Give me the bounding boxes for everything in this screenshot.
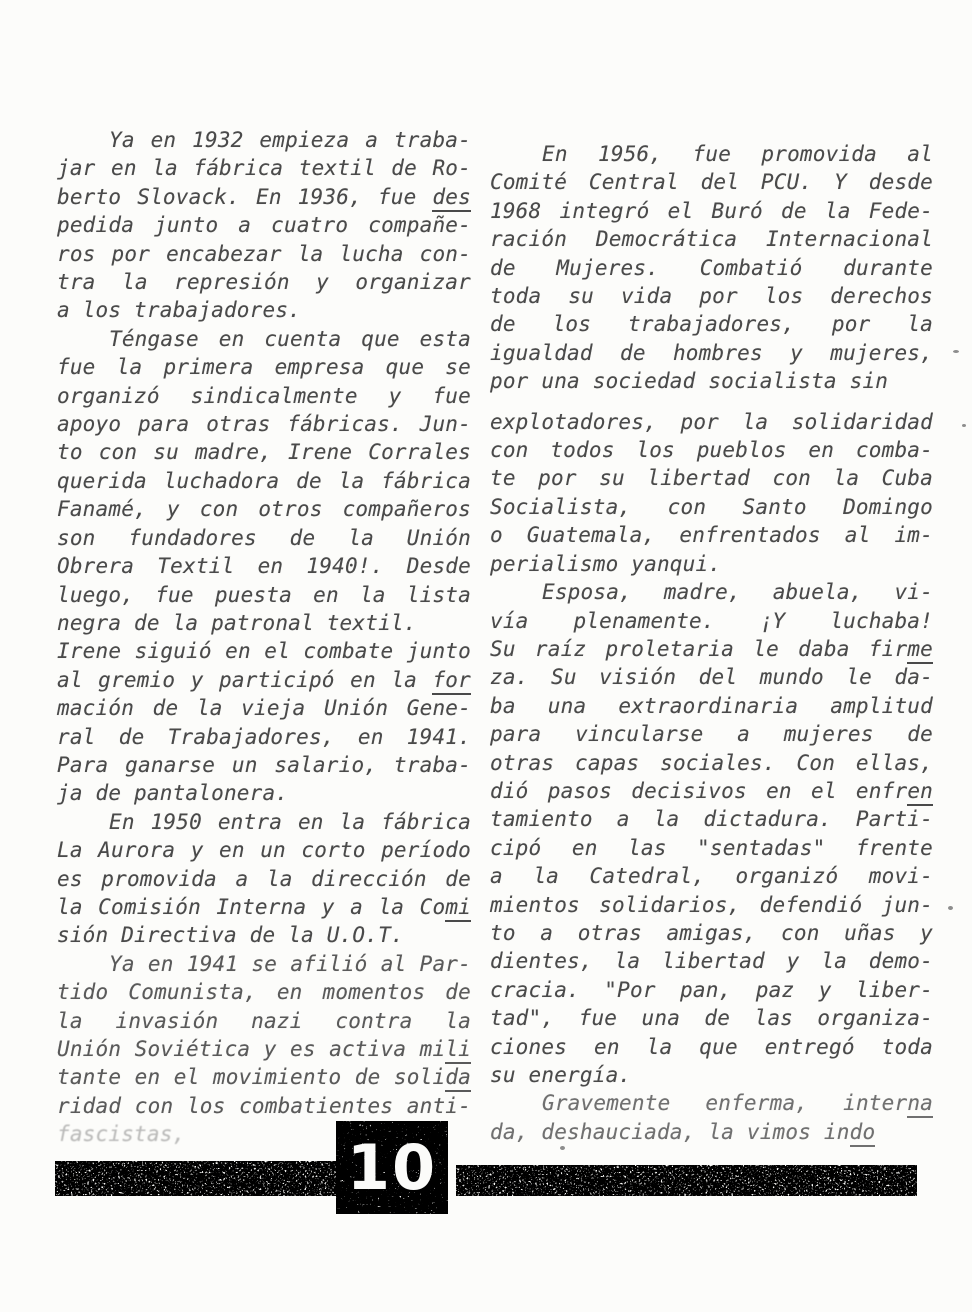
page-number-block — [336, 1121, 448, 1214]
right-column — [490, 140, 933, 1146]
text-line: apoyo para otras fábricas. Jun- — [57, 412, 471, 437]
text-line: Ya en 1932 empieza a traba- — [109, 128, 471, 152]
text-line: su energía. — [490, 1063, 632, 1087]
text-line: da, deshauciada, la vimos indo — [490, 1118, 933, 1146]
text-line: En 1956, fue promovida al — [542, 142, 933, 166]
text-line: Obrera Textil en 1940!. Desde — [57, 554, 471, 579]
text-line: al gremio y participó en la for — [57, 666, 471, 694]
text-line: ros por encabezar la lucha con- — [57, 241, 471, 266]
text-line: Comité Central del PCU. Y desde — [490, 170, 933, 195]
text-line: tido Comunista, en momentos de — [57, 980, 471, 1005]
text-line: Irene siguió en el combate junto — [57, 639, 471, 664]
text-line: cipó en las "sentadas" frente — [490, 835, 933, 860]
scan-speck — [953, 350, 959, 353]
text-line: negra de la patronal textil. — [57, 610, 417, 635]
text-line: cracia. "Por pan, paz y liber- — [490, 977, 933, 1002]
text-line: Esposa, madre, abuela, vi- — [542, 580, 933, 605]
text-line: querida luchadora de la fábrica — [57, 468, 471, 493]
text-line: dió pasos decisivos en el enfren — [490, 777, 933, 805]
text-line: fue la primera empresa que se — [57, 355, 471, 380]
text-line: tante en el movimiento de solida — [57, 1063, 471, 1091]
text-line: Para ganarse un salario, traba- — [57, 752, 471, 777]
noise-band-left — [55, 1161, 338, 1196]
paragraph — [57, 950, 471, 1149]
paragraph — [490, 1089, 933, 1146]
text-line: de Mujeres. Combatió durante — [490, 255, 933, 280]
text-line: son fundadores de la Unión — [57, 525, 471, 550]
paragraph — [490, 140, 933, 396]
paragraph — [57, 126, 471, 325]
paragraph — [57, 808, 471, 950]
text-line: ral de Trabajadores, en 1941. — [57, 724, 471, 749]
text-line: perialismo yanqui. — [490, 551, 722, 576]
text-line: En 1950 entra en la fábrica — [109, 809, 471, 834]
text-line: te por su libertad con la Cuba — [490, 466, 933, 491]
text-line: ciones en la que entregó toda — [490, 1034, 933, 1059]
text-line: otras capas sociales. Con ellas, — [490, 750, 933, 775]
text-line: vía plenamente. ¡Y luchaba! — [490, 608, 933, 633]
text-line: por una sociedad socialista sin — [490, 369, 889, 394]
text-line: 1968 integró el Buró de la Fede- — [490, 198, 933, 223]
text-line: a la Catedral, organizó movi- — [490, 864, 933, 889]
text-line: la invasión nazi contra la — [57, 1008, 471, 1033]
text-line: tra la represión y organizar — [57, 270, 471, 295]
scan-speck — [560, 1146, 565, 1150]
text-line: ridad con los combatientes anti- — [57, 1093, 471, 1118]
text-line: dientes, la libertad y la demo- — [490, 949, 933, 974]
text-line: ja de pantalonera. — [57, 781, 289, 806]
text-line: Téngase en cuenta que esta — [109, 326, 471, 351]
text-line: Unión Soviética y es activa mili — [57, 1035, 471, 1063]
text-line: ración Democrática Internacional — [490, 227, 933, 252]
text-line: Socialista, con Santo Domingo — [490, 494, 933, 519]
noise-band-right — [456, 1165, 917, 1196]
text-line: luego, fue puesta en la lista — [57, 582, 471, 607]
text-line: a los trabajadores. — [57, 298, 302, 323]
left-column — [57, 126, 471, 1149]
text-line: Ya en 1941 se afilió al Par- — [109, 951, 471, 976]
text-line: mación de la vieja Unión Gene- — [57, 696, 471, 721]
text-line: Gravemente enferma, interna — [490, 1089, 933, 1117]
text-line: tad", fue una de las organiza- — [490, 1006, 933, 1031]
text-line: berto Slovack. En 1936, fue des — [57, 183, 471, 211]
text-line: La Aurora y en un corto período — [57, 838, 471, 863]
scan-speck — [962, 424, 966, 427]
paragraph — [57, 325, 471, 637]
text-line: to con su madre, Irene Corrales — [57, 440, 471, 465]
text-line: pedida junto a cuatro compañe- — [57, 213, 471, 238]
scan-speck — [948, 906, 953, 910]
text-line: con todos los pueblos en comba- — [490, 438, 933, 463]
text-line: jar en la fábrica textil de Ro- — [57, 156, 471, 181]
text-line: fascistas, — [57, 1122, 186, 1147]
text-line: tamiento a la dictadura. Parti- — [490, 807, 933, 832]
text-line: mientos solidarios, defendió jun- — [490, 892, 933, 917]
paragraph — [490, 408, 933, 578]
text-line: to a otras amigas, con uñas y — [490, 920, 933, 945]
text-line: de los trabajadores, por la — [490, 312, 933, 337]
paragraph — [57, 637, 471, 807]
paragraph — [490, 578, 933, 1089]
text-line: Fanamé, y con otros compañeros — [57, 497, 471, 522]
text-line: o Guatemala, enfrentados al im- — [490, 523, 933, 548]
text-line: organizó sindicalmente y fue — [57, 383, 471, 408]
text-line: sión Directiva de la U.O.T. — [57, 923, 404, 948]
page-number: 10 — [346, 1131, 438, 1204]
text-line: es promovida a la dirección de — [57, 866, 471, 891]
text-line: za. Su visión del mundo le da- — [490, 665, 933, 690]
text-line: igualdad de hombres y mujeres, — [490, 340, 933, 365]
text-line: toda su vida por los derechos — [490, 284, 933, 309]
text-line: ba una extraordinaria amplitud — [490, 693, 933, 718]
text-line: Su raíz proletaria le daba firme — [490, 635, 933, 663]
text-line: la Comisión Interna y a la Comi — [57, 893, 471, 921]
text-line: para vincularse a mujeres de — [490, 722, 933, 747]
text-line: explotadores, por la solidaridad — [490, 409, 933, 434]
